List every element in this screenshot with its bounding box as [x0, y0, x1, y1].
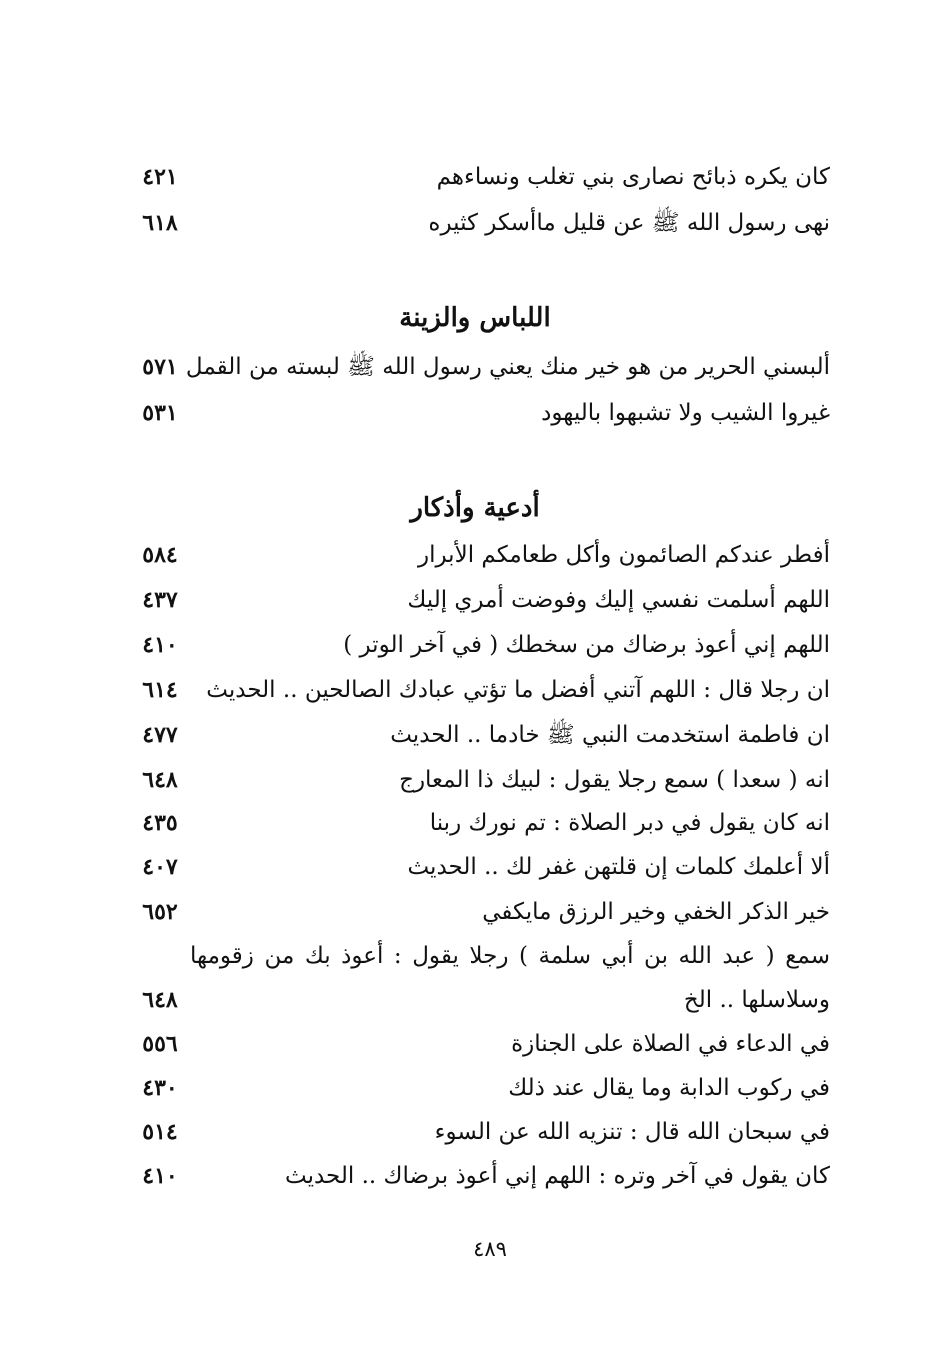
entry-text: في سبحان الله قال : تنزيه الله عن السوء — [434, 1119, 830, 1145]
entry-text: ان فاطمة استخدمت النبي ﷺ خادما .. الحديث — [390, 722, 830, 748]
entry-page-number: ٥٣١ — [142, 400, 178, 426]
entry-page-number: ٦١٨ — [142, 210, 178, 236]
index-entry — [130, 668, 830, 712]
index-entry — [130, 345, 830, 389]
entry-page-number: ٦٥٢ — [142, 899, 178, 925]
section-heading: اللباس والزينة — [399, 303, 551, 333]
entry-text: انه كان يقول في دبر الصلاة : تم نورك ربنا — [429, 810, 830, 836]
entry-page-number: ٤١٠ — [142, 1163, 178, 1189]
entry-text: أفطر عندكم الصائمون وأكل طعامكم الأبرار — [417, 542, 830, 568]
section-heading: أدعية وأذكار — [410, 493, 540, 523]
entry-page-number: ٤١٠ — [142, 632, 178, 658]
entry-text: اللهم إني أعوذ برضاك من سخطك ( في آخر الوتر ) — [343, 632, 830, 658]
index-entry — [130, 578, 830, 622]
entry-page-number: ٥٧١ — [142, 354, 178, 380]
index-entry — [130, 1154, 830, 1198]
index-entry — [130, 1022, 830, 1066]
entry-text-line-2: وسلاسلها .. الخ — [683, 987, 830, 1013]
entry-page-number: ٦١٤ — [142, 677, 178, 703]
index-entry — [130, 623, 830, 667]
index-entry — [130, 201, 830, 245]
entry-page-number: ٤٣٧ — [142, 587, 178, 613]
entry-text: في ركوب الدابة وما يقال عند ذلك — [508, 1075, 830, 1101]
entry-text: في الدعاء في الصلاة على الجنازة — [511, 1031, 830, 1057]
index-entry — [130, 1066, 830, 1110]
entry-page-number: ٥١٤ — [142, 1119, 178, 1145]
index-entry — [130, 758, 830, 802]
entry-text: اللهم أسلمت نفسي إليك وفوضت أمري إليك — [407, 587, 830, 613]
entry-text: ألبسني الحرير من هو خير منك يعني رسول الله ﷺ لبسته من القمل — [185, 354, 830, 380]
entry-text: كان يقول في آخر وتره : اللهم إني أعوذ برضاك .. الحديث — [285, 1163, 830, 1189]
entry-page-number: ٤٧٧ — [142, 722, 178, 748]
entry-text: ألا أعلمك كلمات إن قلتهن غفر لك .. الحديث — [407, 854, 830, 880]
entry-page-number: ٤٠٧ — [142, 854, 178, 880]
index-entry — [130, 845, 830, 889]
entry-text: ان رجلا قال : اللهم آتني أفضل ما تؤتي عبادك الصالحين .. الحديث — [206, 677, 830, 703]
index-entry — [130, 533, 830, 577]
entry-page-number: ٦٤٨ — [142, 767, 178, 793]
entry-text: كان يكره ذبائح نصارى بني تغلب ونساءهم — [436, 164, 830, 190]
entry-text: غيروا الشيب ولا تشبهوا باليهود — [541, 400, 830, 426]
index-entry — [130, 155, 830, 199]
entry-text: خير الذكر الخفي وخير الرزق مايكفي — [482, 899, 830, 925]
entry-page-number: ٥٨٤ — [142, 542, 178, 568]
index-entry — [130, 890, 830, 934]
entry-page-number: ٥٥٦ — [142, 1031, 178, 1057]
entry-page-number: ٤٢١ — [142, 164, 178, 190]
index-entry — [130, 978, 830, 1022]
entry-text: انه ( سعدا ) سمع رجلا يقول : لبيك ذا المعارج — [399, 767, 830, 793]
entry-page-number: ٤٣٠ — [142, 1075, 178, 1101]
index-entry — [130, 713, 830, 757]
index-entry — [130, 391, 830, 435]
entry-page-number: ٤٣٥ — [142, 810, 178, 836]
index-entry — [130, 801, 830, 845]
page-number: ٤٨٩ — [473, 1237, 507, 1261]
entry-page-number: ٦٤٨ — [142, 987, 178, 1013]
entry-text: نهى رسول الله ﷺ عن قليل ماأسكر كثيره — [428, 210, 830, 236]
entry-text-line-1: سمع ( عبد الله بن أبي سلمة ) رجلا يقول : أعوذ بك من زقومها — [190, 943, 830, 969]
index-entry — [130, 1110, 830, 1154]
